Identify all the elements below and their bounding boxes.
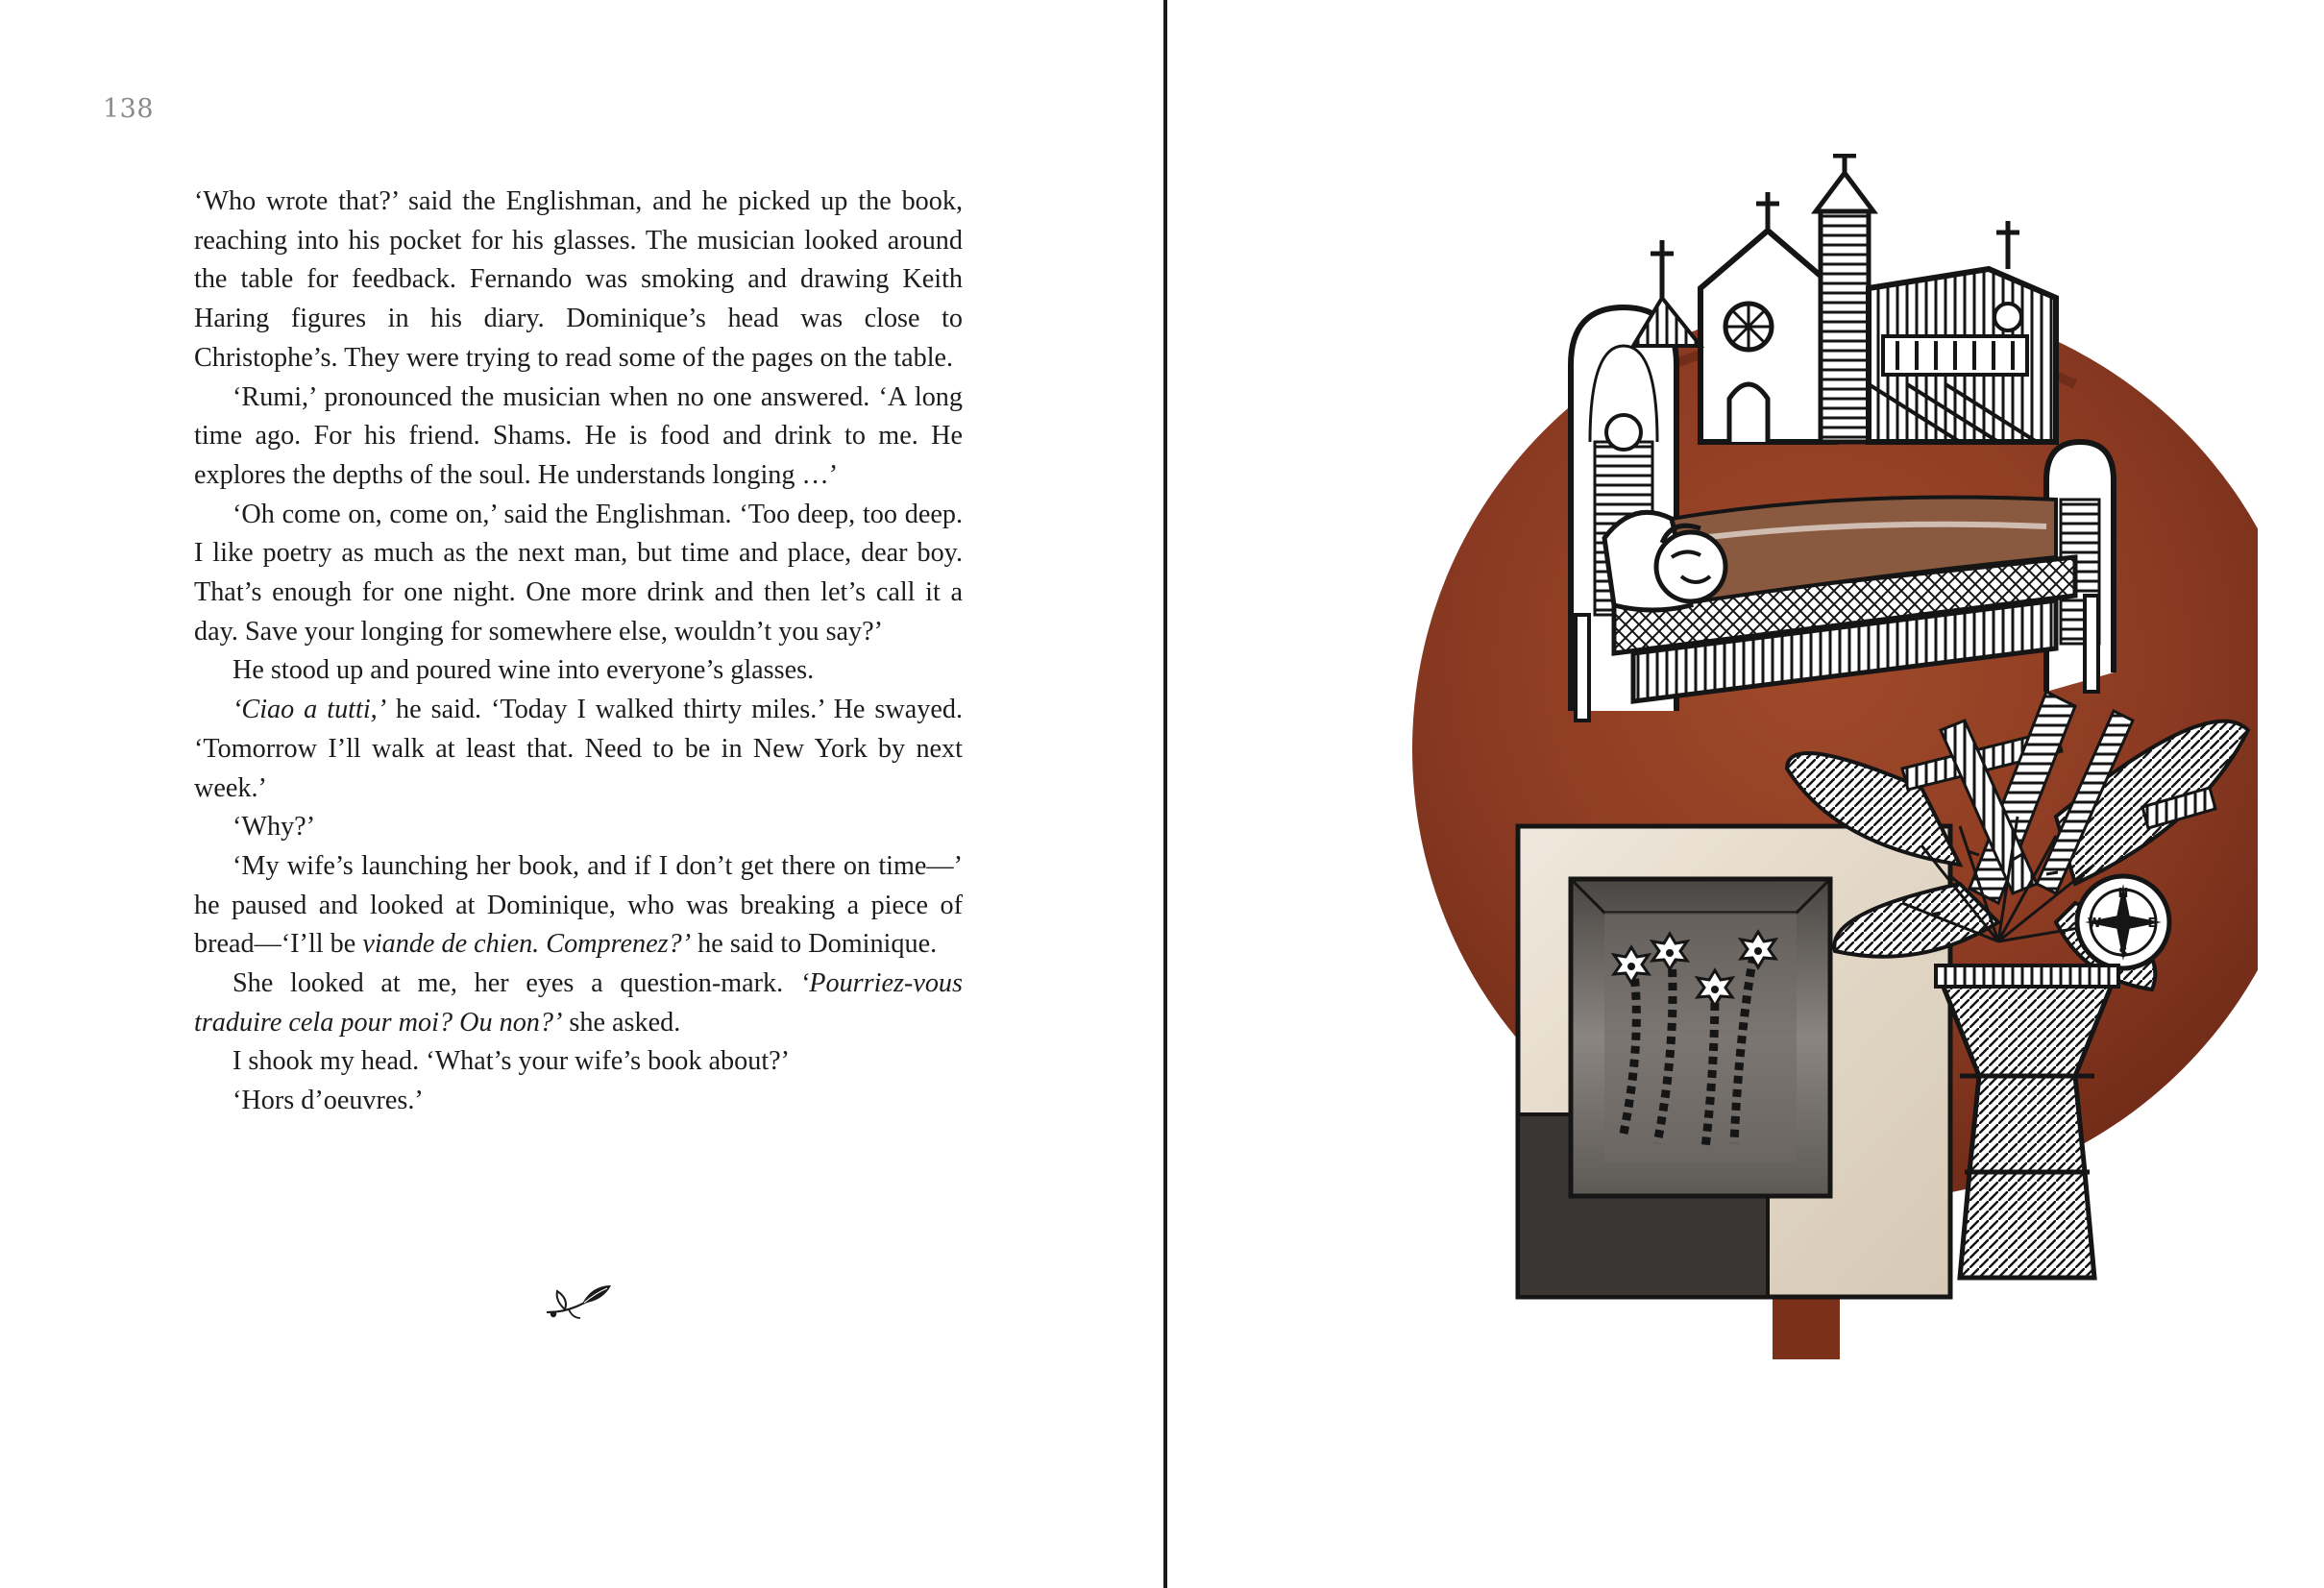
compass-icon [2077, 876, 2169, 968]
illustration-church-bed-plant [1383, 154, 2258, 1364]
paragraph [194, 379, 963, 496]
text-run: ‘Why?’ [232, 812, 316, 843]
italic-text: ‘Ciao a tutti,’ [232, 695, 387, 725]
text-run: ‘Oh come on, come on,’ said the Englishman. ‘Too deep, too deep. I like poetry as much as the next man, but time and place, dear boy. That’s enough for one night. One more drink and then let’s call it a day. Save your longing for somewhere else, wouldn’t you say?’ [194, 499, 963, 647]
page-number: 138 [103, 94, 155, 124]
text-run: she asked. [562, 1007, 681, 1038]
paragraph [194, 651, 963, 691]
text-run: ‘Who wrote that?’ said the Englishman, and he picked up the book, reaching into his pocket for his glasses. The musician looked around the table for feedback. Fernando was smoking and drawing Keith Haring figures in his diary. Dominique’s head was close to Christophe’s. They were trying to read some of the pages on the table. [194, 186, 963, 373]
svg-text:S: S [2118, 946, 2128, 961]
svg-text:N: N [2117, 887, 2129, 901]
framed-window [1518, 826, 1950, 1297]
text-run: ‘Rumi,’ pronounced the musician when no one answered. ‘A long time ago. For his friend. Shams. He is food and drink to me. He explores the depths of the soul. He understands longing …’ [194, 381, 963, 490]
paragraph [194, 183, 963, 379]
paragraph [194, 496, 963, 652]
paragraph [194, 1042, 963, 1082]
text-run: ‘My wife’s launching her book, and if I don’t get there on time—’ he paused and looked at Dominique, who was breaking a piece of bread—‘I’ll be [194, 850, 963, 960]
paragraph [194, 1082, 963, 1121]
body-text [194, 183, 963, 1121]
text-run: ‘Hors d’oeuvres.’ [232, 1086, 424, 1116]
paragraph [194, 808, 963, 847]
paragraph [194, 691, 963, 808]
text-run: he said. ‘Today I walked thirty miles.’ He swayed. ‘Tomorrow I’ll walk at least that. Need to be in New York by next week.’ [194, 695, 963, 803]
leaf-ornament-icon [544, 1280, 613, 1322]
paragraph [194, 847, 963, 965]
spine-divider [1163, 0, 1167, 1588]
text-run: I shook my head. ‘What’s your wife’s book about?’ [232, 1046, 791, 1077]
italic-text: viande de chien. Comprenez?’ [362, 929, 692, 960]
italic-text: ‘Pourriez-vous traduire cela pour moi? Ou non?’ [194, 968, 963, 1038]
text-run: He stood up and poured wine into everyone’s glasses. [232, 655, 815, 686]
paragraph [194, 965, 963, 1042]
svg-text:W: W [2087, 916, 2102, 931]
text-run: he said to Dominique. [691, 929, 938, 960]
svg-text:E: E [2147, 916, 2157, 931]
text-run: She looked at me, her eyes a question-mark. [232, 968, 800, 999]
